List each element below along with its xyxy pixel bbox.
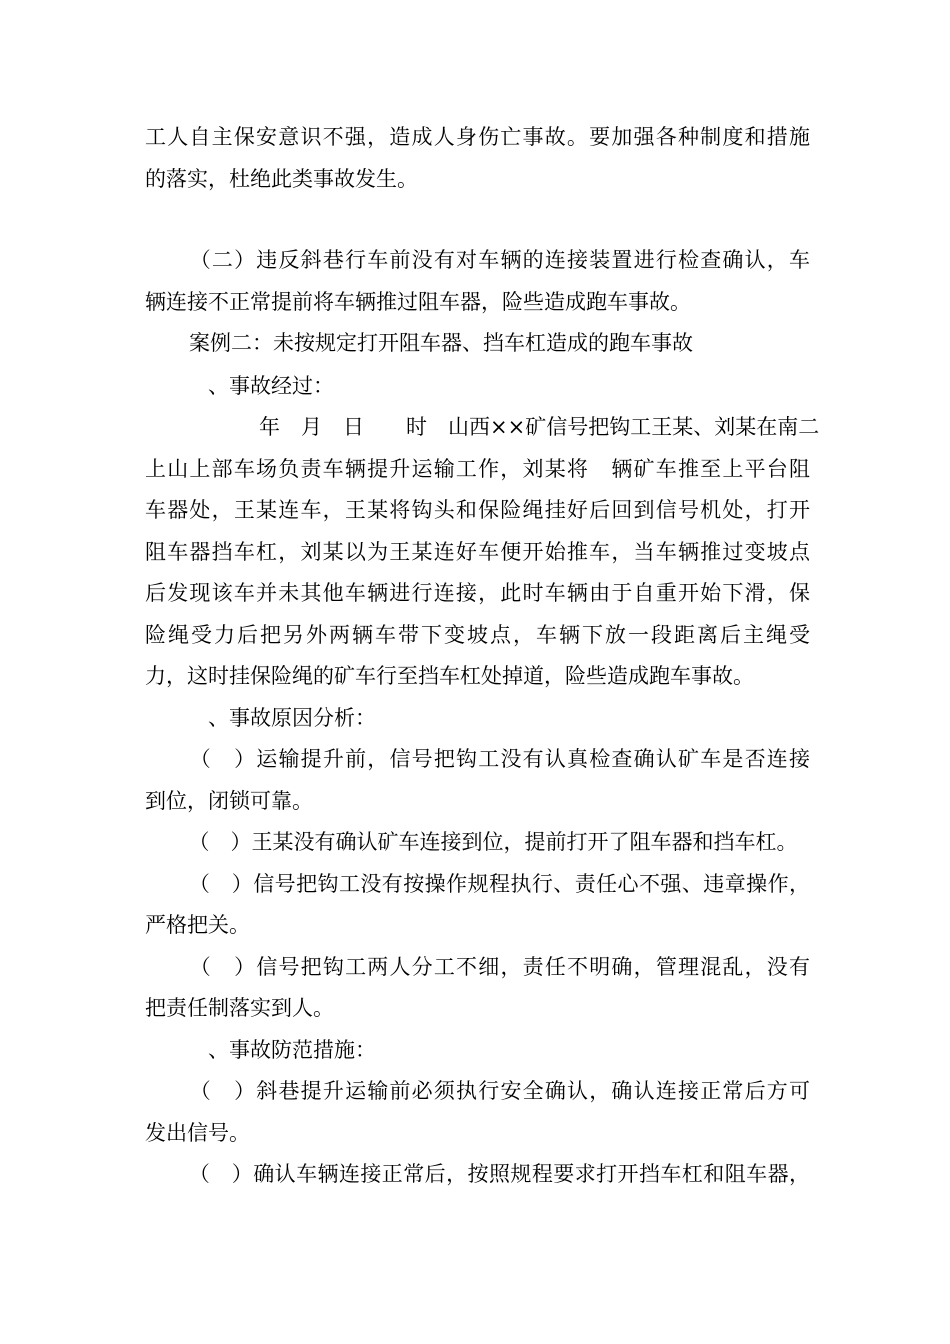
subsection-heading: 、事故防范措施：	[166, 1038, 376, 1062]
text-line: 车器处，王某连车，王某将钩头和保险绳挂好后回到信号机处，打开	[145, 498, 810, 522]
text-line: 严格把关。	[145, 913, 250, 937]
text-line: 到位，闭锁可靠。	[145, 789, 313, 813]
text-line: 辆连接不正常提前将车辆推过阻车器，险些造成跑车事故。	[145, 290, 691, 314]
text-line: 工人自主保安意识不强，造成人身伤亡事故。要加强各种制度和措施	[145, 125, 810, 149]
list-item: （ ）确认车辆连接正常后，按照规程要求打开挡车杠和阻车器，	[178, 1162, 810, 1186]
list-item: （ ）运输提升前，信号把钩工没有认真检查确认矿车是否连接	[178, 747, 810, 771]
text-line: 上山上部车场负责车辆提升运输工作，刘某将 辆矿车推至上平台阻	[145, 457, 810, 481]
text-line: 后发现该车并未其他车辆进行连接，此时车辆由于自重开始下滑，保	[145, 581, 810, 605]
list-item: （ ）王某没有确认矿车连接到位，提前打开了阻车器和挡车杠。	[178, 830, 798, 854]
text-line: 险绳受力后把另外两辆车带下变坡点，车辆下放一段距离后主绳受	[145, 623, 810, 647]
text-line: 的落实，杜绝此类事故发生。	[145, 167, 418, 191]
text-line: 阻车器挡车杠，刘某以为王某连好车便开始推车，当车辆推过变坡点	[145, 540, 810, 564]
list-item: （ ）斜巷提升运输前必须执行安全确认，确认连接正常后方可	[178, 1079, 810, 1103]
text-line: 把责任制落实到人。	[145, 996, 334, 1020]
subsection-heading: 、事故经过：	[166, 374, 334, 398]
case-title: 案例二：未按规定打开阻车器、挡车杠造成的跑车事故	[168, 331, 693, 355]
subsection-heading: 、事故原因分析：	[166, 706, 376, 730]
list-item: （ ）信号把钩工没有按操作规程执行、责任心不强、违章操作，	[178, 872, 810, 896]
text-line: 年 月 日 时 山西××矿信号把钩工王某、刘某在南二	[175, 415, 820, 439]
section-heading: （二）违反斜巷行车前没有对车辆的连接装置进行检查确认，车	[178, 248, 810, 272]
list-item: （ ）信号把钩工两人分工不细，责任不明确，管理混乱，没有	[178, 955, 810, 979]
text-line: 发出信号。	[145, 1121, 250, 1145]
text-line: 力，这时挂保险绳的矿车行至挡车杠处掉道，险些造成跑车事故。	[145, 664, 754, 688]
